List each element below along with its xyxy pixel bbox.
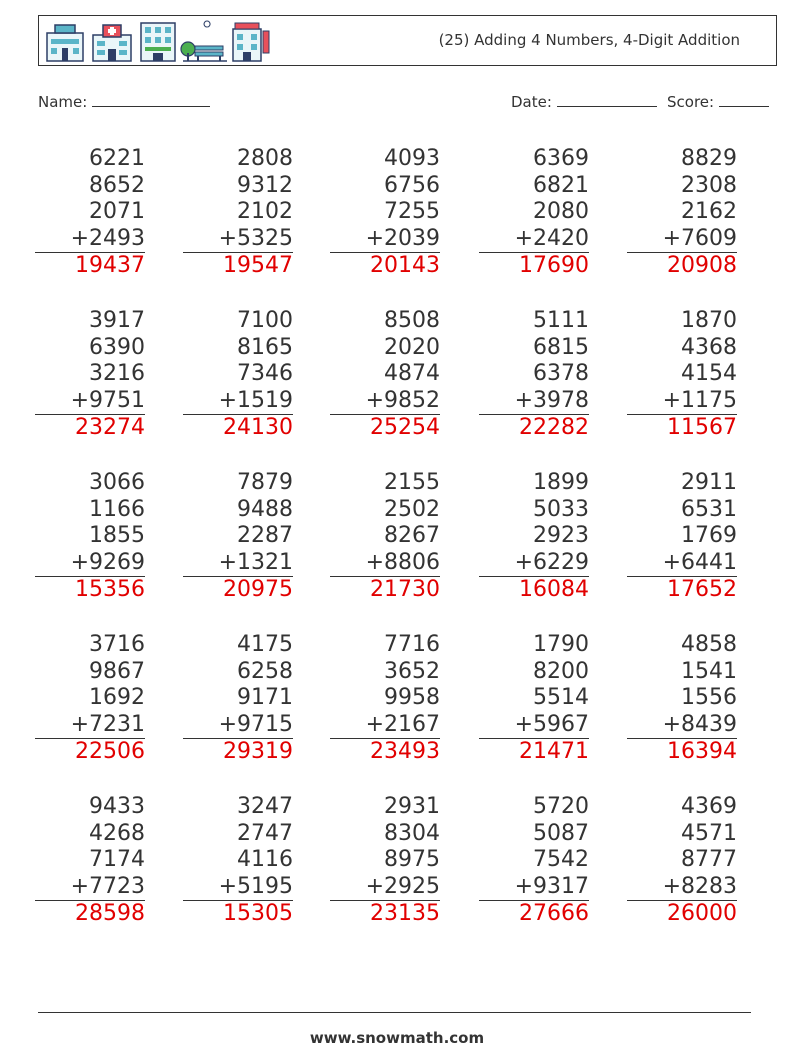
addend: 7879: [237, 470, 293, 495]
addend: 6378: [533, 361, 589, 387]
addend-with-plus: +9751: [35, 388, 145, 416]
addend: 2308: [681, 172, 737, 198]
problem-21: [35, 794, 145, 928]
addend: 9488: [237, 496, 293, 522]
answer[interactable]: 29319: [223, 739, 293, 765]
answer[interactable]: 23493: [370, 739, 440, 765]
answer[interactable]: 22506: [75, 739, 145, 765]
answer[interactable]: 22282: [519, 415, 589, 441]
addend: 2102: [237, 199, 293, 225]
addend: 4093: [384, 146, 440, 171]
addend: 7174: [89, 847, 145, 873]
addend-with-plus: +2925: [330, 874, 440, 902]
addend: 1692: [89, 685, 145, 711]
problem-11: [35, 470, 145, 604]
addend: 2162: [681, 199, 737, 225]
addend: 2287: [237, 523, 293, 549]
addend: 8829: [681, 146, 737, 171]
addend: 4175: [237, 632, 293, 657]
addend: 1790: [533, 632, 589, 657]
addend: 6258: [237, 658, 293, 684]
score-line[interactable]: [719, 92, 769, 107]
problem-13: [330, 470, 440, 604]
addend-with-plus: +5325: [183, 226, 293, 254]
addend-with-plus: +7723: [35, 874, 145, 902]
addend: 2923: [533, 523, 589, 549]
addend: 2020: [384, 334, 440, 360]
addend: 2808: [237, 146, 293, 171]
addend-with-plus: +1321: [183, 550, 293, 578]
addend: 1541: [681, 658, 737, 684]
addend-with-plus: +3978: [479, 388, 589, 416]
addend: 7542: [533, 847, 589, 873]
addend: 2071: [89, 199, 145, 225]
addend: 5087: [533, 820, 589, 846]
answer[interactable]: 20908: [667, 253, 737, 279]
addend: 5514: [533, 685, 589, 711]
addend: 4368: [681, 334, 737, 360]
addend: 1556: [681, 685, 737, 711]
problem-18: [330, 632, 440, 766]
addend: 4268: [89, 820, 145, 846]
answer[interactable]: 19547: [223, 253, 293, 279]
addend: 2155: [384, 470, 440, 495]
addend: 2747: [237, 820, 293, 846]
addend-with-plus: +2039: [330, 226, 440, 254]
worksheet-title: (25) Adding 4 Numbers, 4-Digit Addition: [438, 31, 740, 49]
footer-site: www.snowmath.com: [309, 1029, 485, 1047]
score-label: Score:: [667, 93, 719, 111]
addend: 8200: [533, 658, 589, 684]
addend-with-plus: +5967: [479, 712, 589, 740]
addend: 1166: [89, 496, 145, 522]
addend: 6390: [89, 334, 145, 360]
addend: 2080: [533, 199, 589, 225]
addend-with-plus: +9269: [35, 550, 145, 578]
problem-7: [183, 308, 293, 442]
addend: 4858: [681, 632, 737, 657]
problem-2: [183, 146, 293, 280]
answer[interactable]: 16394: [667, 739, 737, 765]
score-field[interactable]: [667, 92, 769, 111]
addend: 5111: [533, 308, 589, 333]
addend: 7716: [384, 632, 440, 657]
answer[interactable]: 20143: [370, 253, 440, 279]
footer-divider: [38, 1012, 751, 1013]
addend-with-plus: +8283: [627, 874, 737, 902]
addend-with-plus: +2493: [35, 226, 145, 254]
answer[interactable]: 26000: [667, 901, 737, 927]
problem-10: [627, 308, 737, 442]
addend: 9312: [237, 172, 293, 198]
problem-20: [627, 632, 737, 766]
addend-with-plus: +2420: [479, 226, 589, 254]
hospital-icon: [93, 25, 131, 61]
addend-with-plus: +5195: [183, 874, 293, 902]
date-line[interactable]: [557, 92, 657, 107]
answer[interactable]: 15356: [75, 577, 145, 603]
answer[interactable]: 27666: [519, 901, 589, 927]
name-label: Name:: [38, 93, 93, 111]
addend: 7346: [237, 361, 293, 387]
name-line[interactable]: [92, 92, 210, 107]
problem-15: [627, 470, 737, 604]
problem-19: [479, 632, 589, 766]
answer[interactable]: 25254: [370, 415, 440, 441]
problem-25: [627, 794, 737, 928]
addend-with-plus: +9852: [330, 388, 440, 416]
office-building-icon: [141, 23, 175, 61]
addend-with-plus: +9317: [479, 874, 589, 902]
problem-3: [330, 146, 440, 280]
answer[interactable]: 20975: [223, 577, 293, 603]
answer[interactable]: 16084: [519, 577, 589, 603]
addend: 8652: [89, 172, 145, 198]
addend: 6369: [533, 146, 589, 171]
addend-with-plus: +2167: [330, 712, 440, 740]
addend: 8304: [384, 820, 440, 846]
addend: 2931: [384, 794, 440, 819]
addend: 3917: [89, 308, 145, 333]
addend: 3247: [237, 794, 293, 819]
hotel-icon: [233, 23, 269, 61]
date-label: Date:: [511, 93, 557, 111]
problem-16: [35, 632, 145, 766]
answer[interactable]: 17690: [519, 253, 589, 279]
addend: 3652: [384, 658, 440, 684]
addend-with-plus: +9715: [183, 712, 293, 740]
problem-6: [35, 308, 145, 442]
answer[interactable]: 21471: [519, 739, 589, 765]
addend: 6821: [533, 172, 589, 198]
answer[interactable]: 19437: [75, 253, 145, 279]
answer[interactable]: 23274: [75, 415, 145, 441]
addend: 3716: [89, 632, 145, 657]
addend: 9958: [384, 685, 440, 711]
date-field[interactable]: [511, 92, 657, 111]
answer[interactable]: 21730: [370, 577, 440, 603]
addend: 9433: [89, 794, 145, 819]
addend: 1899: [533, 470, 589, 495]
addend: 4116: [237, 847, 293, 873]
problem-23: [330, 794, 440, 928]
addend: 9867: [89, 658, 145, 684]
problem-12: [183, 470, 293, 604]
addend: 1870: [681, 308, 737, 333]
answer[interactable]: 17652: [667, 577, 737, 603]
problem-4: [479, 146, 589, 280]
problem-24: [479, 794, 589, 928]
addend-with-plus: +7231: [35, 712, 145, 740]
addend: 8777: [681, 847, 737, 873]
answer[interactable]: 15305: [223, 901, 293, 927]
addend: 8975: [384, 847, 440, 873]
addend: 6531: [681, 496, 737, 522]
problem-8: [330, 308, 440, 442]
addend: 6815: [533, 334, 589, 360]
name-field[interactable]: [38, 92, 210, 111]
addend-with-plus: +8806: [330, 550, 440, 578]
addend: 9171: [237, 685, 293, 711]
addend: 5720: [533, 794, 589, 819]
addend: 2502: [384, 496, 440, 522]
addend: 4874: [384, 361, 440, 387]
addend: 3216: [89, 361, 145, 387]
worksheet-header: [38, 15, 777, 66]
addend: 8267: [384, 523, 440, 549]
addend: 4369: [681, 794, 737, 819]
addend: 3066: [89, 470, 145, 495]
problem-5: [627, 146, 737, 280]
city-buildings-logo: [45, 19, 271, 63]
problem-14: [479, 470, 589, 604]
answer[interactable]: 24130: [223, 415, 293, 441]
addend-with-plus: +7609: [627, 226, 737, 254]
addend-with-plus: +8439: [627, 712, 737, 740]
addend: 6756: [384, 172, 440, 198]
problem-17: [183, 632, 293, 766]
addend: 4154: [681, 361, 737, 387]
addend: 6221: [89, 146, 145, 171]
addend-with-plus: +1519: [183, 388, 293, 416]
addend: 5033: [533, 496, 589, 522]
answer[interactable]: 28598: [75, 901, 145, 927]
addend: 7255: [384, 199, 440, 225]
addend: 8165: [237, 334, 293, 360]
addend-with-plus: +1175: [627, 388, 737, 416]
answer[interactable]: 23135: [370, 901, 440, 927]
addend: 1769: [681, 523, 737, 549]
addend: 4571: [681, 820, 737, 846]
park-bench-icon: [181, 21, 227, 61]
addend: 8508: [384, 308, 440, 333]
addend-with-plus: +6441: [627, 550, 737, 578]
problem-1: [35, 146, 145, 280]
addend: 7100: [237, 308, 293, 333]
police-building-icon: [47, 25, 83, 61]
addend: 2911: [681, 470, 737, 495]
answer[interactable]: 11567: [667, 415, 737, 441]
addend-with-plus: +6229: [479, 550, 589, 578]
problem-9: [479, 308, 589, 442]
addend: 1855: [89, 523, 145, 549]
problem-22: [183, 794, 293, 928]
